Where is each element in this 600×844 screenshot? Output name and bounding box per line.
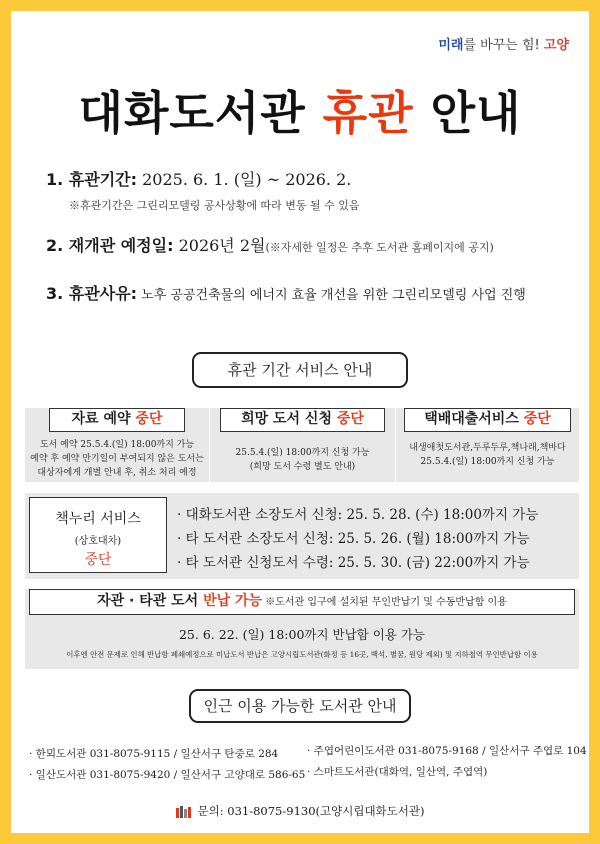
chaeknuri-row: · 대화도서관 소장도서 신청: 25. 5. 28. (수) 18:00까지 가능 xyxy=(177,507,539,523)
chaeknuri-title-box: 책누리 서비스 (상호대차) 중단 xyxy=(29,497,167,573)
card-delivery xyxy=(396,408,579,482)
closure-reason: 3. 휴관사유: 노후 공공건축물의 에너지 효율 개선을 위한 그린리모델링 사업 진행 xyxy=(46,284,526,303)
card-reservation xyxy=(25,408,209,482)
return-title: 자관 · 타관 도서 반납 가능 ※도서관 입구에 설치된 무인반납기 및 수동반납함 이용 xyxy=(29,589,575,615)
services-header: 휴관 기간 서비스 안내 xyxy=(192,352,408,388)
reopen-date: 2. 재개관 예정일: 2026년 2월(※자세한 일정은 추후 도서관 홈페이지에 공지) xyxy=(46,236,494,255)
card-delivery-body: 내생애첫도서관,두루두루,책나래,책바다 25.5.4.(일) 18:00까지 신청 가능 xyxy=(409,443,566,467)
chaeknuri-section xyxy=(25,493,579,579)
card-wishbook-body: 25.5.4.(일) 18:00까지 신청 가능 (희망 도서 수령 별도 안내) xyxy=(235,448,370,472)
chaeknuri-row: · 타 도서관 소장도서 신청: 25. 5. 26. (월) 18:00까지 가능 xyxy=(177,531,530,547)
contact-footer: 문의: 031-8075-9130(고양시립대화도서관) xyxy=(11,803,589,819)
closure-period: 1. 휴관기간: 2025. 6. 1. (일) ~ 2026. 2. xyxy=(46,170,352,189)
return-section xyxy=(25,589,579,669)
card-reservation-body: 도서 예약 25.5.4.(일) 18:00까지 가능 예약 후 예약 만기일이 부여되지 않은 도서는 대상자에게 개별 안내 후, 취소 처리 예정 xyxy=(30,440,204,478)
chaeknuri-row: · 타 도서관 신청도서 수령: 25. 5. 30. (금) 22:00까지 가능 xyxy=(177,555,530,571)
nearby-library: · 일산도서관 031-8075-9420 / 일산서구 고양대로 586-65 xyxy=(29,769,306,781)
return-after-note: 이후엔 안전 문제로 인해 반납함 폐쇄예정으로 미납도서 반납은 고양시립도서관(화정 등 16곳, 백석, 별꿈, 원당 제외) 및 지하철역 무인반납함 이용 xyxy=(66,650,538,659)
page-title: 대화도서관 휴관 안내 xyxy=(78,86,522,140)
card-wishbook xyxy=(210,408,395,482)
nearby-library: · 한뫼도서관 031-8075-9115 / 일산서구 탄중로 284 xyxy=(29,748,279,760)
closure-period-note: ※휴관기간은 그린리모델링 공사상황에 따라 변동 될 수 있음 xyxy=(69,199,360,212)
card-wishbook-title: 희망 도서 신청 중단 xyxy=(220,408,385,432)
brand-slogan: 미래를 바꾸는 힘! 고양 xyxy=(438,38,569,53)
title-highlight: 휴관 xyxy=(322,86,414,140)
notice-sheet xyxy=(11,11,589,833)
nearby-library: · 주엽어린이도서관 031-8075-9168 / 일산서구 주엽로 104 xyxy=(307,745,587,757)
card-reservation-title: 자료 예약 중단 xyxy=(49,408,185,432)
return-deadline: 25. 6. 22. (일) 18:00까지 반납함 이용 가능 xyxy=(178,627,426,642)
nearby-library: · 스마트도서관(대화역, 일산역, 주엽역) xyxy=(307,766,488,778)
library-logo-icon xyxy=(176,806,194,818)
card-delivery-title: 택배대출서비스 중단 xyxy=(404,408,571,432)
nearby-header: 인근 이용 가능한 도서관 안내 xyxy=(189,689,411,723)
